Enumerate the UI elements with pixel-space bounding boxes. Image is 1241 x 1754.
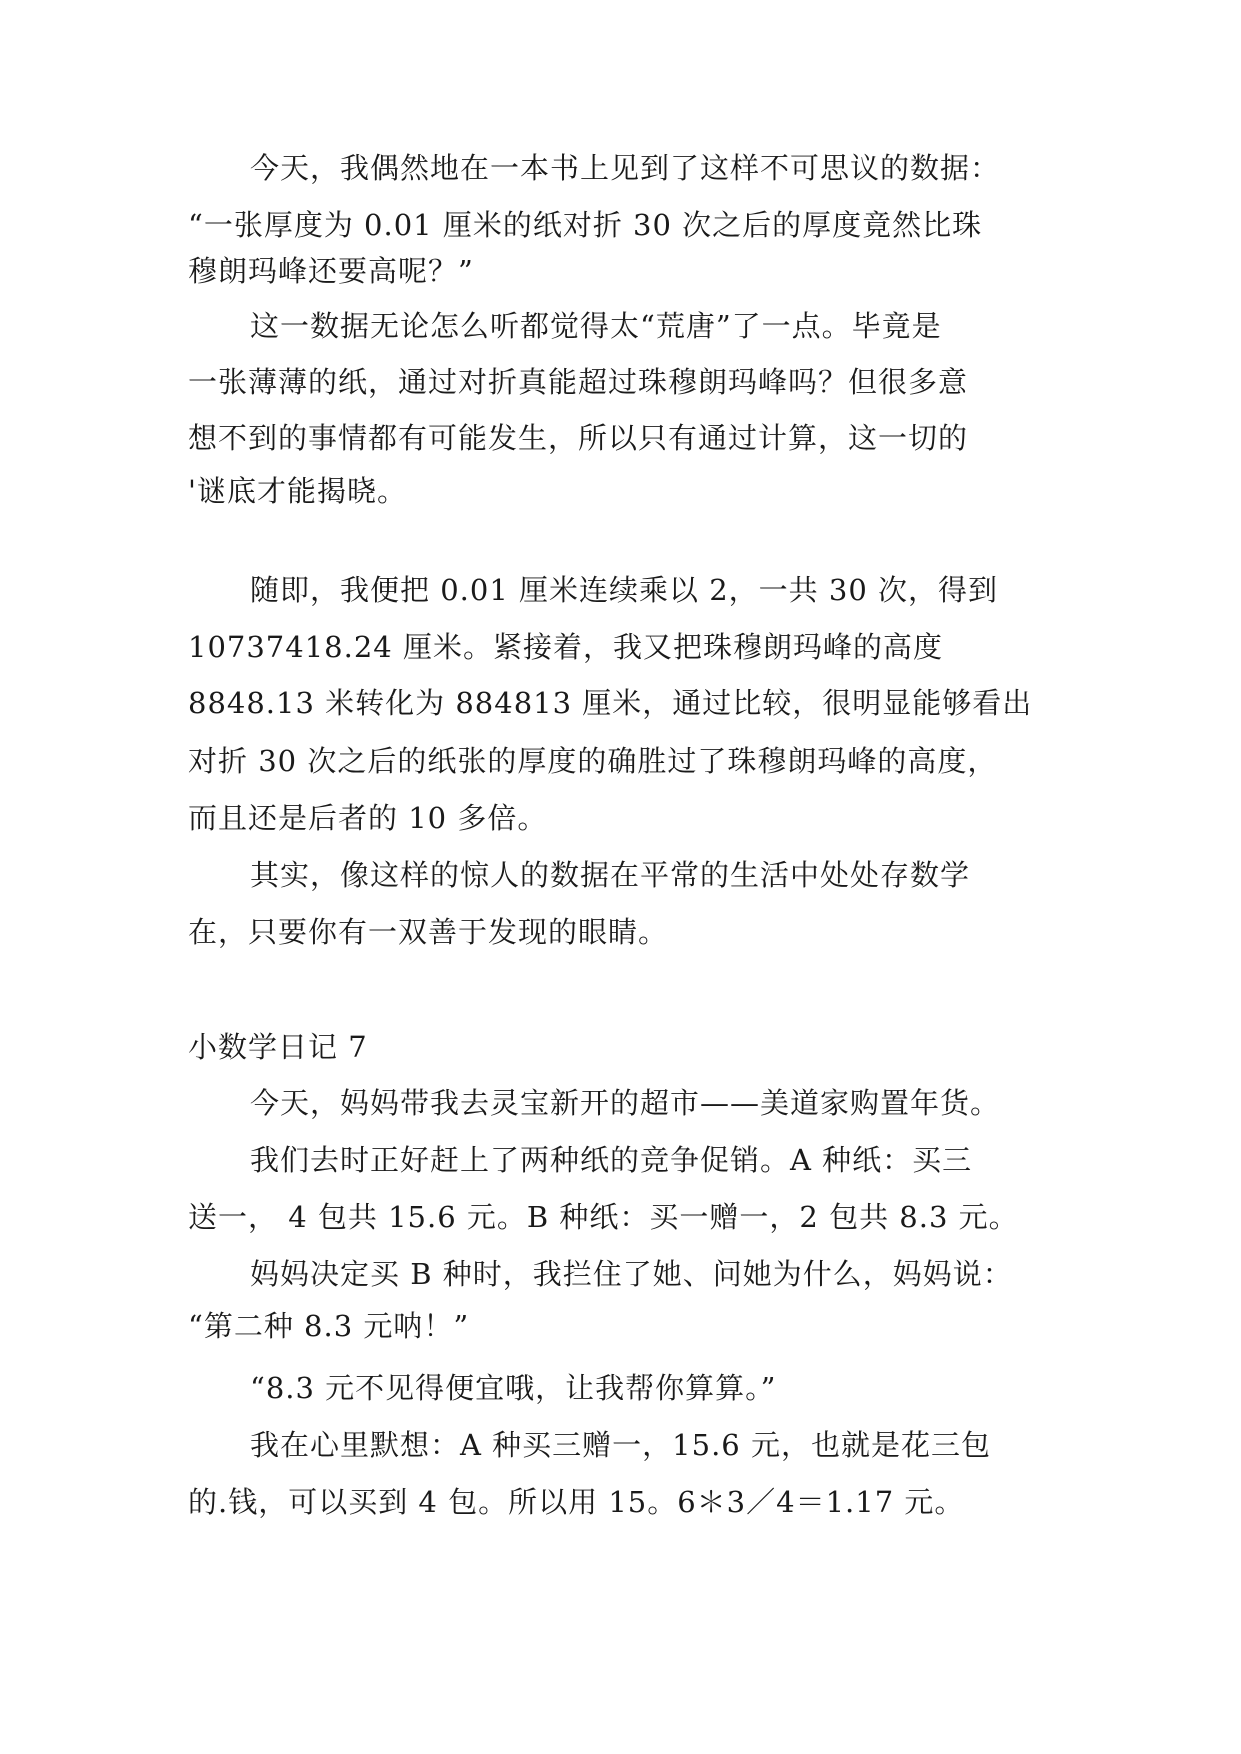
paragraph-line: 这一数据无论怎么听都觉得太“荒唐”了一点。毕竟是 xyxy=(250,309,942,343)
paragraph-line: 妈妈决定买 B 种时，我拦住了她、问她为什么，妈妈说： xyxy=(250,1257,1013,1291)
paragraph-line: “8.3 元不见得便宜哦，让我帮你算算。” xyxy=(250,1371,777,1405)
section-title: 小数学日记 7 xyxy=(188,1030,368,1064)
paragraph-line: 8848.13 米转化为 884813 厘米，通过比较，很明显能够看出 xyxy=(188,686,1033,720)
paragraph-line: 在，只要你有一双善于发现的眼睛。 xyxy=(188,915,669,949)
paragraph-line: 的.钱，可以买到 4 包。所以用 15。6＊3／4＝1.17 元。 xyxy=(188,1485,965,1519)
paragraph-line: '谜底才能揭晓。 xyxy=(188,474,407,508)
paragraph-line: 今天，我偶然地在一本书上见到了这样不可思议的数据： xyxy=(250,151,1001,185)
paragraph-line: 随即，我便把 0.01 厘米连续乘以 2，一共 30 次，得到 xyxy=(250,573,999,607)
paragraph-line: “一张厚度为 0.01 厘米的纸对折 30 次之后的厚度竟然比珠 xyxy=(188,208,983,242)
paragraph-line: 今天，妈妈带我去灵宝新开的超市——美道家购置年货。 xyxy=(250,1086,1001,1120)
paragraph-line: 一张薄薄的纸，通过对折真能超过珠穆朗玛峰吗？但很多意 xyxy=(188,365,969,399)
paragraph-line: 我们去时正好赶上了两种纸的竞争促销。A 种纸：买三 xyxy=(250,1143,973,1177)
paragraph-line: 穆朗玛峰还要高呢？” xyxy=(188,254,474,288)
paragraph-line: 其实，像这样的惊人的数据在平常的生活中处处存数学 xyxy=(250,858,971,892)
paragraph-line: “第二种 8.3 元呐！” xyxy=(188,1309,470,1343)
paragraph-line: 10737418.24 厘米。紧接着，我又把珠穆朗玛峰的高度 xyxy=(188,630,943,664)
paragraph-line: 想不到的事情都有可能发生，所以只有通过计算，这一切的 xyxy=(188,421,969,455)
paragraph-line: 对折 30 次之后的纸张的厚度的确胜过了珠穆朗玛峰的高度， xyxy=(188,744,998,778)
paragraph-line: 我在心里默想：A 种买三赠一，15.6 元，也就是花三包 xyxy=(250,1428,991,1462)
paragraph-line: 而且还是后者的 10 多倍。 xyxy=(188,801,548,835)
paragraph-line: 送一， 4 包共 15.6 元。B 种纸：买一赠一，2 包共 8.3 元。 xyxy=(188,1200,1019,1234)
